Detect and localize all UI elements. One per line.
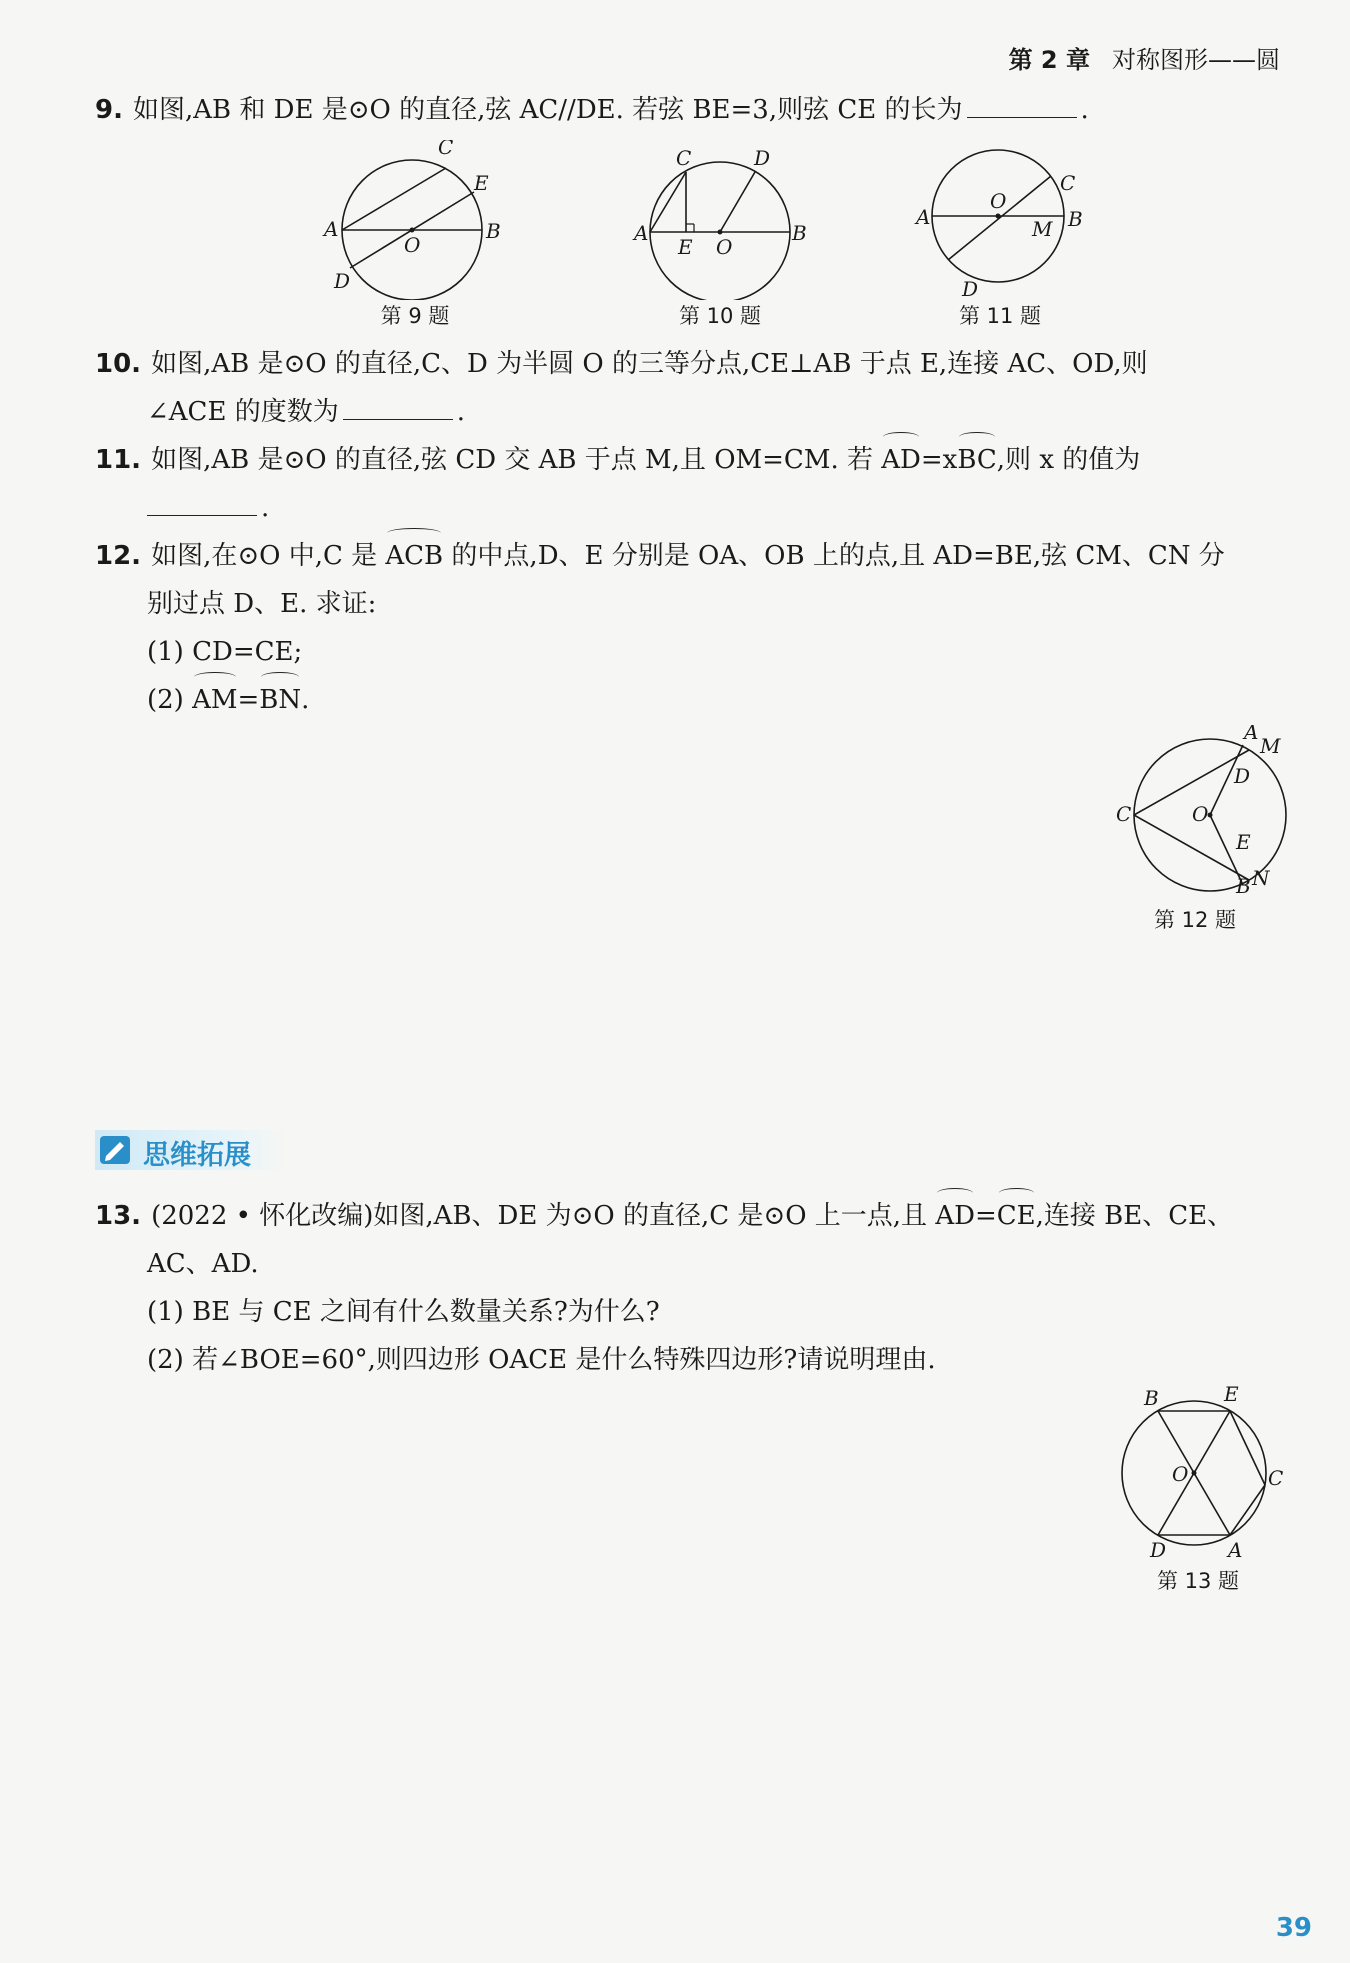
figure-12 (1110, 725, 1300, 905)
figure-11 (910, 140, 1090, 300)
arc-am: AM (192, 676, 237, 724)
question-text: ,则 x 的值为 (996, 445, 1141, 475)
chapter-label: 第 2 章 (1008, 46, 1090, 74)
part-1: (1) BE 与 CE 之间有什么数量关系?为什么? (147, 1297, 660, 1327)
page-number: 39 (1275, 1913, 1312, 1943)
question-text: 如图,AB 是⊙O 的直径,弦 CD 交 AB 于点 M,且 OM=CM. 若 (151, 445, 882, 475)
question-12 (95, 532, 1285, 724)
figure-12-label-c: C (1116, 802, 1132, 826)
answer-blank[interactable] (343, 393, 453, 420)
figure-12-label-m: M (1260, 734, 1281, 758)
figure-10-label-b: B (792, 221, 807, 245)
question-text-end: . (1080, 95, 1089, 125)
caption-9: 第 9 题 (380, 304, 450, 328)
question-number: 10. (95, 349, 142, 379)
figure-12-label-b: B (1236, 874, 1251, 898)
figure-12-label-a: A (1244, 725, 1259, 744)
question-number: 11. (95, 445, 142, 475)
figure-9-label-d: D (334, 269, 351, 293)
caption-13: 第 13 题 (1156, 1569, 1240, 1593)
figure-10 (620, 150, 810, 300)
question-number: 12. (95, 541, 142, 571)
figure-11-label-b: B (1068, 207, 1083, 231)
equals-sign: = (237, 685, 260, 715)
figure-9-label-c: C (438, 140, 454, 159)
caption-10: 第 10 题 (678, 304, 762, 328)
figure-12-label-n: N (1252, 866, 1270, 890)
figure-9-label-o: O (404, 233, 421, 257)
figure-11-label-c: C (1060, 171, 1076, 195)
section-heading (95, 1130, 285, 1170)
question-13 (95, 1192, 1285, 1384)
figure-11-label-a: A (916, 205, 931, 229)
figure-13-label-d: D (1150, 1538, 1167, 1562)
caption-11: 第 11 题 (958, 304, 1042, 328)
figure-13-label-e: E (1224, 1385, 1239, 1406)
figure-11-label-d: D (962, 277, 979, 300)
figure-12-label-o: O (1192, 802, 1209, 826)
equals-sign: = (974, 1201, 997, 1231)
figure-13-label-a: A (1228, 1538, 1243, 1562)
answer-blank[interactable] (967, 91, 1077, 118)
question-number: 9. (95, 95, 123, 125)
period: . (301, 685, 310, 715)
arc-ce: CE (997, 1192, 1036, 1240)
section-title: 思维拓展 (143, 1140, 251, 1171)
question-text: 如图,在⊙O 中,C 是 (151, 541, 386, 571)
part-label: (2) (147, 685, 193, 715)
page-header (1009, 40, 1280, 75)
arc-ad: AD (881, 436, 921, 484)
question-number: 13. (95, 1201, 142, 1231)
figure-9-label-a: A (324, 217, 339, 241)
figure-12-label-e: E (1236, 830, 1251, 854)
figure-11-label-m: M (1032, 217, 1053, 241)
arc-ad: AD (935, 1192, 975, 1240)
figure-13-label-b: B (1144, 1386, 1159, 1410)
figure-13-label-o: O (1172, 1462, 1189, 1486)
figure-10-label-e: E (678, 235, 693, 259)
figure-10-label-a: A (634, 221, 649, 245)
figure-9-label-e: E (474, 171, 489, 195)
arc-bc: BC (957, 436, 996, 484)
figure-13-label-c: C (1268, 1466, 1284, 1490)
figure-10-label-o: O (716, 235, 733, 259)
figure-13 (1110, 1385, 1300, 1565)
question-text: AC、AD. (147, 1249, 259, 1279)
question-9 (95, 86, 1285, 134)
question-text: 如图,AB 和 DE 是⊙O 的直径,弦 AC//DE. 若弦 BE=3,则弦 CE 的长为 (132, 95, 963, 125)
arc-bn: BN (259, 676, 301, 724)
answer-blank[interactable] (147, 489, 257, 516)
question-text-end: . (261, 493, 270, 523)
arc-acb: ACB (385, 532, 443, 580)
caption-12: 第 12 题 (1153, 908, 1237, 932)
figure-10-label-d: D (754, 150, 771, 170)
part-1: (1) CD=CE; (147, 637, 303, 667)
question-text: (2022 • 怀化改编)如图,AB、DE 为⊙O 的直径,C 是⊙O 上一点,且 (151, 1201, 936, 1231)
chapter-title: 对称图形——圆 (1112, 46, 1280, 74)
figure-12-label-d: D (1234, 764, 1251, 788)
question-11 (95, 436, 1285, 532)
question-text-end: . (456, 397, 465, 427)
question-text: 如图,AB 是⊙O 的直径,C、D 为半圆 O 的三等分点,CE⊥AB 于点 E,连接 AC、OD,则 (151, 349, 1148, 379)
figure-9 (320, 140, 510, 300)
question-text: 的中点,D、E 分别是 OA、OB 上的点,且 AD=BE,弦 CM、CN 分 (443, 541, 1225, 571)
pencil-icon (99, 1135, 131, 1165)
question-text: ,连接 BE、CE、 (1035, 1201, 1234, 1231)
figure-9-label-b: B (486, 219, 501, 243)
part-2: (2) 若∠BOE=60°,则四边形 OACE 是什么特殊四边形?请说明理由. (147, 1345, 936, 1375)
figure-11-label-o: O (990, 189, 1007, 213)
part-2 (95, 676, 1285, 724)
question-10 (95, 340, 1285, 436)
question-text: ∠ACE 的度数为 (147, 397, 339, 427)
question-text: =x (920, 445, 958, 475)
figure-10-label-c: C (676, 150, 692, 170)
question-text: 别过点 D、E. 求证: (147, 589, 377, 619)
